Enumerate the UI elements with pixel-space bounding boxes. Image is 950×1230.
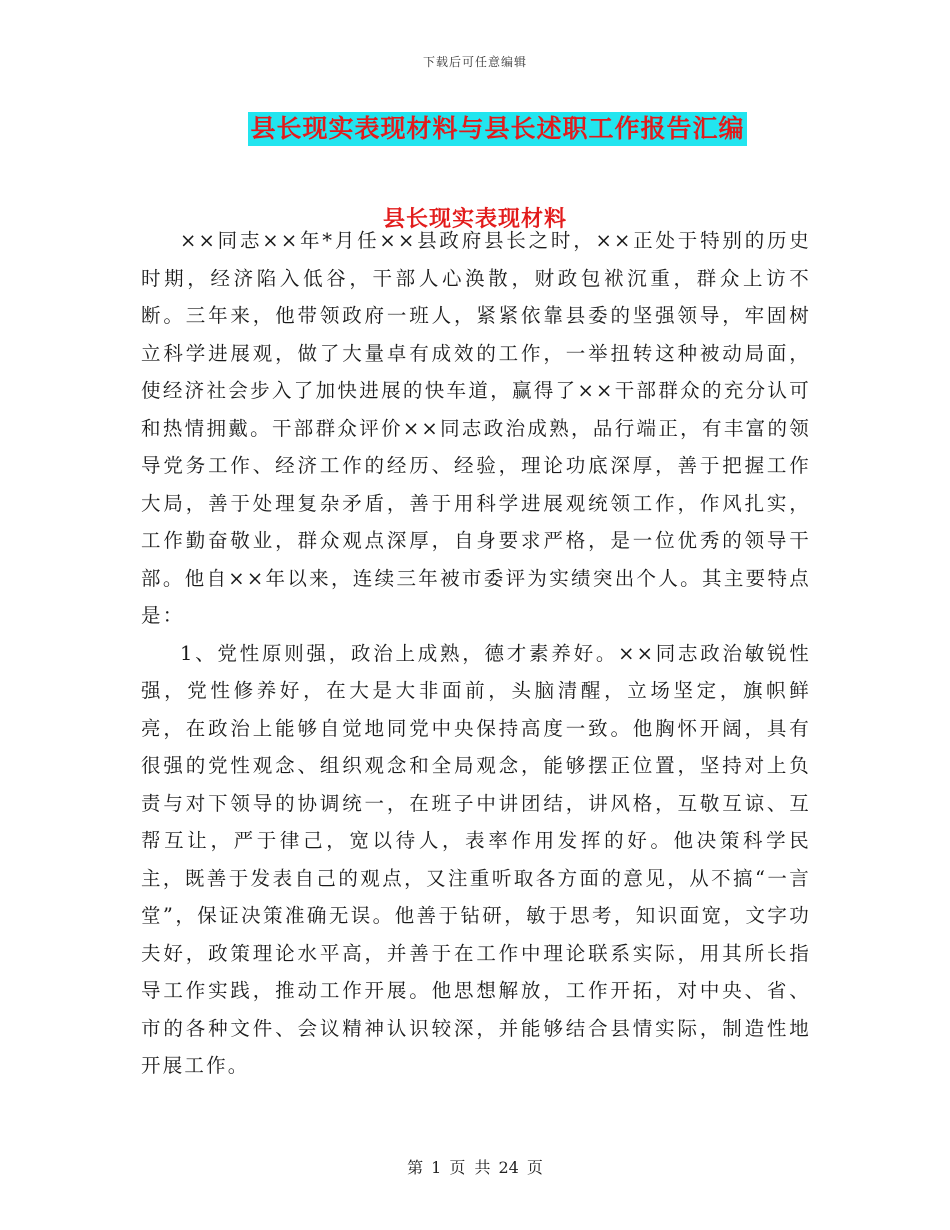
page-number: 1	[431, 1158, 442, 1177]
footer-middle: 页 共	[449, 1158, 491, 1177]
footer-prefix: 第	[407, 1158, 424, 1177]
paragraph: ××同志××年*月任××县政府县长之时，××正处于特别的历史时期，经济陷入低谷，干部人心涣散，财政包袱沉重，群众上访不断。三年来，他带领政府一班人，紧紧依靠县委的坚强领导，牢固树立科学进展观，做了大量卓有成效的工作，一举扭转这种被动局面，使经济社会步入了加快进展的快车道，赢得了××干部群众的充分认可和热情拥戴。干部群众评价××同志政治成熟，品行端正，有丰富的领导党务工作、经济工作的经历、经验，理论功底深厚，善于把握工作大局，善于处理复杂矛盾，善于用科学进展观统领工作，作风扎实，工作勤奋敬业，群众观点深厚，自身要求严格，是一位优秀的领导干部。他自××年以来，连续三年被市委评为实绩突出个人。其主要特点是：	[141, 229, 811, 627]
total-pages: 24	[498, 1158, 519, 1177]
document-title: 县长现实表现材料与县长述职工作报告汇编	[248, 112, 746, 146]
main-title-container	[0, 112, 950, 146]
page-footer	[0, 1155, 950, 1178]
paragraph: 1、党性原则强，政治上成熟，德才素养好。××同志政治敏锐性强，党性修养好，在大是大非面前，头脑清醒，立场坚定，旗帜鲜亮，在政治上能够自觉地同党中央保持高度一致。他胸怀开阔，具有很强的党性观念、组织观念和全局观念，能够摆正位置，坚持对上负责与对下领导的协调统一，在班子中讲团结，讲风格，互敬互谅、互帮互让，严于律己，宽以待人，表率作用发挥的好。他决策科学民主，既善于发表自己的观点，又注重听取各方面的意见，从不搞“一言堂”，保证决策准确无误。他善于钻研，敏于思考，知识面宽，文字功夫好，政策理论水平高，并善于在工作中理论联系实际，用其所长指导工作实践，推动工作开展。他思想解放，工作开拓，对中央、省、市的各种文件、会议精神认识较深，并能够结合县情实际，制造性地开展工作。	[141, 641, 811, 1077]
header-note: 下载后可任意编辑	[422, 55, 527, 69]
section-title: 县长现实表现材料	[382, 206, 567, 232]
document-body	[141, 222, 811, 1085]
footer-suffix: 页	[526, 1158, 543, 1177]
